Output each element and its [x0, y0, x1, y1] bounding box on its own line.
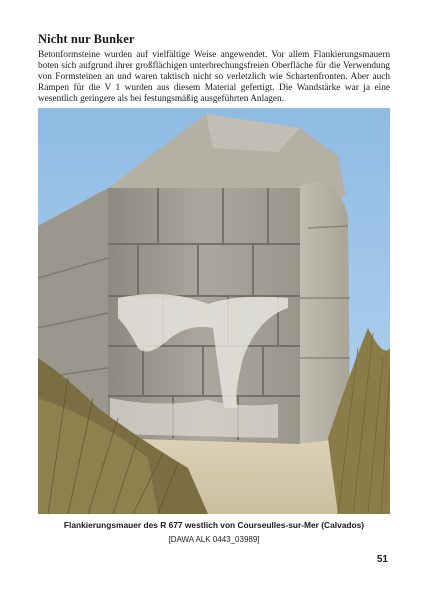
page-number: 51 [376, 554, 388, 565]
figure-caption: Flankierungsmauer des R 677 westlich von Courseulles-sur-Mer (Calvados) [63, 520, 365, 530]
body-paragraph: Betonformsteine wurden auf vielfältige Weise angewendet. Vor allem Flankierungsmauern boten sich aufgrund ihrer großflächigen unterbrechungsfreien Oberfläche für die Verwendung von Formsteinen an und waren taktisch nicht so verletzlich wie Schartenfronten. Aber auch Rampen für die V 1 wurden aus diesem Material gefertigt. Die Wandstärke war ja eine wesentlich geringere als bei festungsmäßig ausgeführten Anlagen. [38, 50, 390, 104]
section-heading: Nicht nur Bunker [38, 32, 135, 46]
bunker-wall-photo [38, 108, 390, 514]
figure-reference: [DAWA ALK 0443_03989] [168, 535, 260, 544]
